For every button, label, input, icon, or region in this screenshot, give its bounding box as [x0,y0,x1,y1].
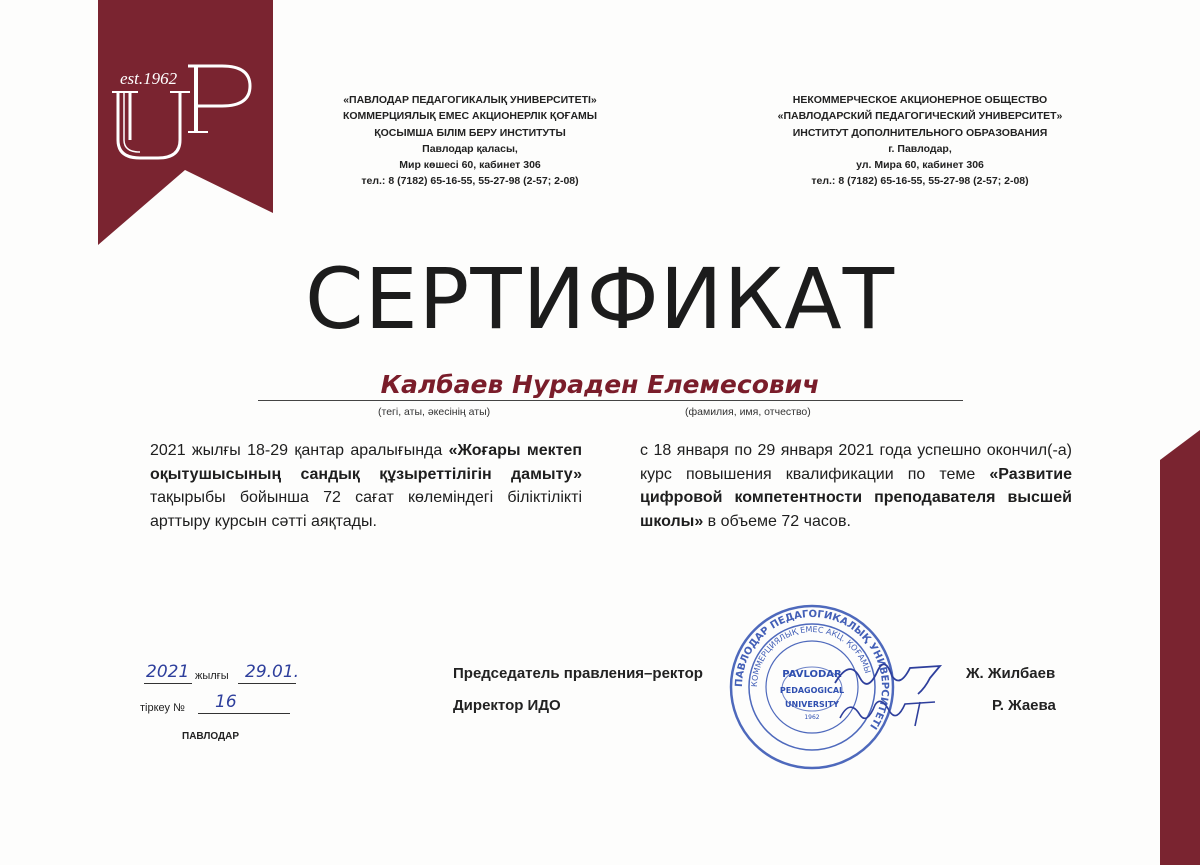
header-ru-line4: г. Павлодар, [888,142,952,155]
header-kz-line2: КОММЕРЦИЯЛЫҚ ЕМЕС АКЦИОНЕРЛІК ҚОҒАМЫ [342,110,598,123]
header-kz-line3: ҚОСЫМША БІЛІМ БЕРУ ИНСТИТУТЫ [374,126,566,139]
signature2-icon [835,690,945,730]
stamp-center-mid: PEDAGOGICAL [779,686,845,695]
signer2-name: Р. Жаева [992,697,1056,714]
body-ru-part1: с 18 января по 29 января 2021 года успешно окончил(-а) курс повышения квалификации по теме [640,442,1072,483]
stamp-outer-text: ПАВЛОДАР ПЕДАГОГИКАЛЫҚ УНИВЕРСИТЕТІ [733,608,891,732]
header-ru-line3: ИНСТИТУТ ДОПОЛНИТЕЛЬНОГО ОБРАЗОВАНИЯ [792,126,1048,139]
reg-date: 29.01. [245,662,300,682]
body-ru-course: «Развитие цифровой компетентности преподавателя высшей школы» [640,465,1072,530]
reg-date-underline [238,683,296,684]
reg-year-suffix: жылғы [195,670,229,682]
certificate-title: СЕРТИФИКАТ [304,250,896,348]
stamp-inner-text: КОММЕРЦИЯЛЫҚ ЕМЕС АКЦ. ҚОҒАМЫ [749,624,873,688]
body-ru [640,439,1072,533]
header-ru [755,92,1085,190]
signer1-role: Председатель правления–ректор [453,665,703,682]
header-ru-line6: тел.: 8 (7182) 65-16-55, 55-27-98 (2-57; 2-08) [811,175,1029,188]
body-kz [150,439,582,533]
stamp-center-bottom: UNIVERSITY [785,700,839,709]
body-ru-part2: в объеме 72 часов. [703,512,851,530]
up-logo-icon [110,60,270,170]
header-kz-line6: тел.: 8 (7182) 65-16-55, 55-27-98 (2-57; 2-08) [361,175,579,188]
reg-year: 2021 [146,662,190,682]
reg-label: тіркеу № [140,702,185,714]
header-ru-line2: «ПАВЛОДАРСКИЙ ПЕДАГОГИЧЕСКИЙ УНИВЕРСИТЕТ» [777,110,1063,123]
reg-number-underline [198,713,290,714]
reg-number: 16 [215,692,237,712]
caption-ru: (фамилия, имя, отчество) [685,406,811,418]
stamp-center-top: PAVLODAR [782,669,842,680]
body-kz-part1: 2021 жылғы 18-29 қантар аралығында [150,442,449,459]
reg-city: ПАВЛОДАР [182,731,240,742]
body-kz-course: «Жоғары мектеп оқытушысының сандық құзыреттілігін дамыту» [150,442,582,483]
reg-year-underline [144,683,192,684]
header-kz-line5: Мир көшесі 60, кабинет 306 [399,159,541,172]
signer2-role: Директор ИДО [453,697,561,714]
signer1-name: Ж. Жилбаев [966,665,1056,682]
body-kz-part2: тақырыбы бойынша 72 сағат көлеміндегі біліктілікті арттыру курсын сәтті аяқтады. [150,489,582,530]
recipient-name: Калбаев Нураден Елемесович [380,370,820,399]
name-underline [258,400,963,401]
header-ru-line5: ул. Мира 60, кабинет 306 [856,159,984,172]
caption-kz: (тегі, аты, әкесінің аты) [378,406,491,418]
logo-est-text: est.1962 [120,69,178,88]
header-kz [305,92,635,190]
header-ru-line1: НЕКОММЕРЧЕСКОЕ АКЦИОНЕРНОЕ ОБЩЕСТВО [792,94,1048,106]
stamp-year: 1962 [804,714,820,721]
edge-decoration [1160,430,1200,865]
header-kz-line4: Павлодар қаласы, [422,142,518,155]
header-kz-line1: «ПАВЛОДАР ПЕДАГОГИКАЛЫҚ УНИВЕРСИТЕТІ» [343,94,597,106]
